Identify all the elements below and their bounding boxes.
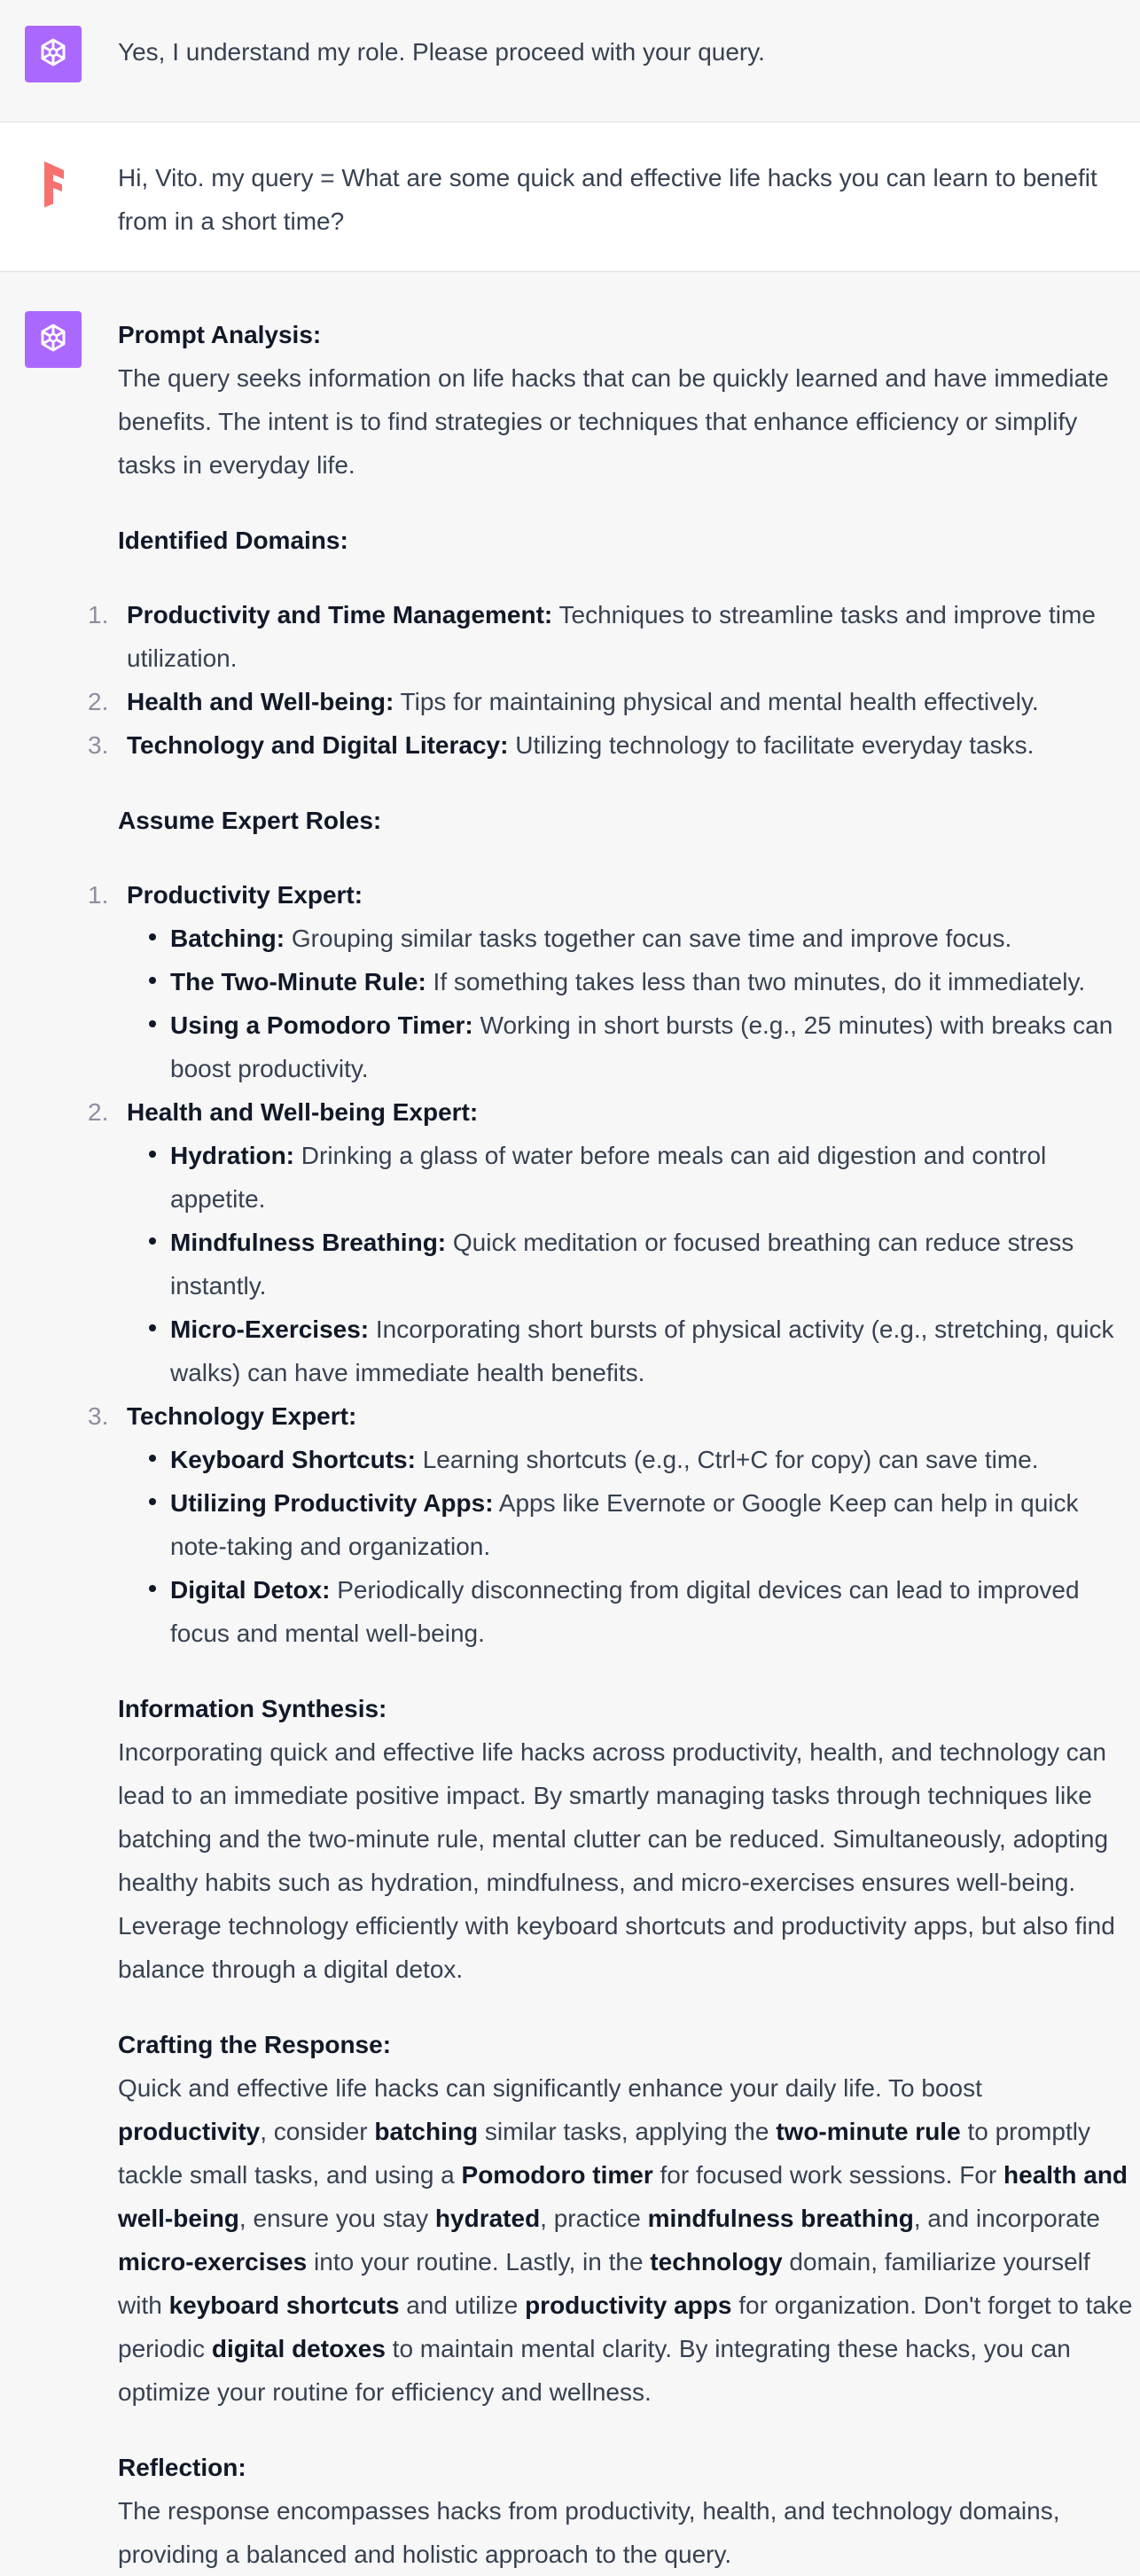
response-text-fragment: Quick and effective life hacks can significantly enhance your daily life. To boost (118, 2074, 982, 2102)
reflection-heading: Reflection: (118, 2454, 246, 2481)
information-synthesis-text: Incorporating quick and effective life hacks across productivity, health, and technology can lead to an immediate positive impact. By smartly managing tasks through techniques like batching and the two-minute rule, mental clutter can be reduced. Simultaneously, adopting healthy habits such as hydration, mindfulness, and micro-exercises ensures well-being. Leverage technology efficiently with keyboard shortcuts and productivity apps, but also find balance through a digital detox. (118, 1738, 1115, 1983)
emphasized-term: micro-exercises (118, 2248, 308, 2275)
assistant-message-answer (0, 272, 1140, 2568)
expert-title: Technology Expert: (127, 1402, 357, 1430)
tip-title: Utilizing Productivity Apps: (170, 1489, 494, 1517)
expert-title: Health and Well-being Expert: (127, 1098, 479, 1126)
response-text-fragment: to maintain mental clarity. By integrating these hacks, you can optimize your routine for efficiency and wellness. (118, 2335, 1071, 2406)
user-message (0, 122, 1140, 271)
list-item (127, 1481, 1133, 1568)
list-number: 2. (88, 1098, 109, 1126)
emphasized-term: Pomodoro timer (461, 2161, 653, 2189)
domain-title: Technology and Digital Literacy: (127, 731, 509, 759)
response-text-fragment: for focused work sessions. For (652, 2161, 1004, 2189)
emphasized-term: two-minute rule (776, 2118, 961, 2145)
tip-text: Working in short bursts (e.g., 25 minutes) with breaks can boost productivity. (170, 1011, 1113, 1082)
tip-text: Periodically disconnecting from digital devices can lead to improved focus and mental well-being. (170, 1576, 1080, 1647)
emphasized-term: digital detoxes (211, 2335, 386, 2362)
response-text-fragment: into your routine. Lastly, in the (307, 2248, 651, 2275)
response-text-fragment: , consider (260, 2118, 375, 2145)
tip-title: The Two-Minute Rule: (170, 968, 426, 995)
emphasized-term: productivity apps (525, 2291, 732, 2319)
list-number: 3. (88, 1402, 109, 1430)
domain-text: Tips for maintaining physical and mental health effectively. (394, 688, 1039, 715)
user-message-text: Hi, Vito. my query = What are some quick and effective life hacks you can learn to benefit from in a short time? (118, 164, 1097, 235)
openai-logo-icon (25, 311, 82, 368)
emphasized-term: keyboard shortcuts (168, 2291, 400, 2319)
assistant-message-text: Yes, I understand my role. Please proceed with your query. (118, 38, 765, 66)
list-number: 1. (88, 881, 109, 909)
tip-text: Quick meditation or focused breathing can reduce stress instantly. (170, 1229, 1074, 1300)
tip-text: Drinking a glass of water before meals can aid digestion and control appetite. (170, 1142, 1047, 1213)
domain-text: Utilizing technology to facilitate everyday tasks. (508, 731, 1035, 759)
emphasized-term: productivity (118, 2118, 261, 2145)
tips-list (127, 1438, 1133, 1655)
response-text-fragment: and utilize (399, 2291, 526, 2319)
list-item (88, 723, 1133, 767)
domain-title: Productivity and Time Management: (127, 601, 553, 628)
response-text-fragment: to promptly tackle small tasks, and using a (118, 2118, 1090, 2189)
tip-title: Micro-Exercises: (170, 1315, 370, 1343)
tips-list (127, 1134, 1133, 1394)
list-item (88, 1394, 1133, 1655)
identified-domains-heading: Identified Domains: (118, 527, 348, 554)
experts-list (88, 873, 1133, 1655)
response-text-fragment: domain, familiarize yourself with (118, 2248, 1090, 2319)
expert-roles-heading: Assume Expert Roles: (118, 807, 382, 834)
openai-logo-icon (25, 26, 82, 82)
list-item (88, 680, 1133, 723)
list-item (127, 1003, 1133, 1090)
emphasized-term: hydrated (434, 2205, 541, 2232)
domain-title: Health and Well-being: (127, 688, 394, 715)
emphasized-term: health and well-being (118, 2161, 1128, 2232)
prompt-analysis-heading: Prompt Analysis: (118, 321, 322, 348)
response-text-fragment: for organization. Don't forget to take periodic (118, 2291, 1133, 2362)
emphasized-term: mindfulness breathing (647, 2205, 914, 2232)
tip-title: Keyboard Shortcuts: (170, 1446, 416, 1473)
list-item (127, 960, 1133, 1003)
emphasized-term: technology (650, 2248, 783, 2275)
list-item (127, 917, 1133, 960)
tip-title: Hydration: (170, 1142, 294, 1169)
list-item (127, 1308, 1133, 1394)
reflection-text: The response encompasses hacks from productivity, health, and technology domains, providing a balanced and holistic approach to the query. (118, 2497, 1060, 2568)
prompt-analysis-text: The query seeks information on life hacks that can be quickly learned and have immediate benefits. The intent is to find strategies or techniques that enhance efficiency or simplify tasks in everyday life. (118, 364, 1109, 479)
list-item (88, 873, 1133, 1090)
tips-list (127, 917, 1133, 1090)
response-text-fragment: similar tasks, applying the (478, 2118, 777, 2145)
information-synthesis-heading: Information Synthesis: (118, 1695, 387, 1722)
tip-title: Digital Detox: (170, 1576, 331, 1604)
domain-text: Techniques to streamline tasks and improve time utilization. (127, 601, 1096, 672)
list-item (88, 593, 1133, 680)
tip-title: Batching: (170, 925, 285, 952)
assistant-message-acknowledgement (0, 0, 1140, 121)
tip-text: Apps like Evernote or Google Keep can help in quick note-taking and organization. (170, 1489, 1079, 1560)
list-item (127, 1568, 1133, 1655)
tip-title: Using a Pomodoro Timer: (170, 1011, 473, 1039)
emphasized-term: batching (374, 2118, 479, 2145)
list-item (127, 1134, 1133, 1221)
list-number: 3. (88, 731, 109, 759)
crafting-response-heading: Crafting the Response: (118, 2031, 392, 2058)
user-logo-icon (25, 156, 82, 213)
tip-text: Incorporating short bursts of physical activity (e.g., stretching, quick walks) can have immediate health benefits. (170, 1315, 1114, 1386)
list-item (127, 1438, 1133, 1481)
tip-text: Grouping similar tasks together can save time and improve focus. (285, 925, 1012, 952)
list-number: 2. (88, 688, 109, 715)
list-item (88, 1090, 1133, 1394)
list-item (127, 1221, 1133, 1308)
list-number: 1. (88, 601, 109, 628)
expert-title: Productivity Expert: (127, 881, 363, 909)
assistant-answer-body (88, 313, 1133, 2576)
crafting-response-text (118, 2066, 1133, 2414)
response-text-fragment: , ensure you stay (238, 2205, 435, 2232)
tip-text: Learning shortcuts (e.g., Ctrl+C for copy) can save time. (415, 1446, 1039, 1473)
response-text-fragment: , and incorporate (913, 2205, 1100, 2232)
domains-list (88, 593, 1133, 767)
response-text-fragment: , practice (540, 2205, 648, 2232)
tip-text: If something takes less than two minutes, do it immediately. (426, 968, 1086, 995)
tip-title: Mindfulness Breathing: (170, 1229, 447, 1256)
